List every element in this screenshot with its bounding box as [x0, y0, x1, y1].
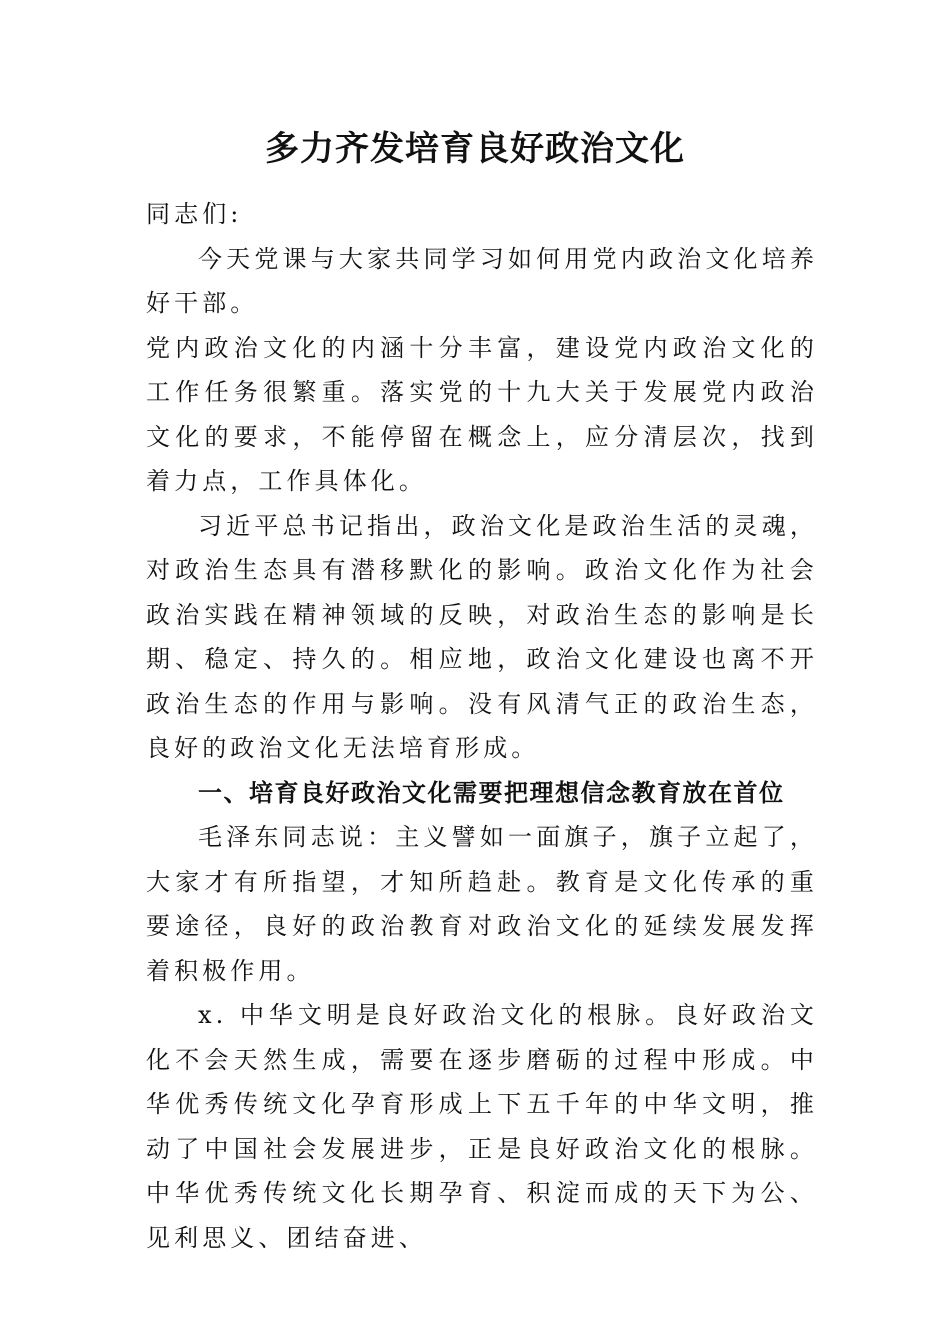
salutation: 同志们: — [146, 200, 243, 228]
paragraph-chinese-civilization: x. 中华文明是良好政治文化的根脉。良好政治文化不会天然生成，需要在逐步磨砺的过程中形成。中华优秀传统文化孕育形成上下五千年的中华文明，推动了中国社会发展进步，正是良好政治文化的根脉。中华优秀传统文化长期孕育、积淀而成的天下为公、见利思义、团结奋进、 — [146, 1001, 818, 1252]
section-heading-1: 一、培育良好政治文化需要把理想信念教育放在首位 — [198, 778, 785, 807]
paragraph-mao-quote: 毛泽东同志说：主义譬如一面旗子，旗子立起了，大家才有所指望，才知所趋赴。教育是文化传承的重要途径，良好的政治教育对政治文化的延续发展发挥着积极作用。 — [146, 823, 818, 985]
document-title: 多力齐发培育良好政治文化 — [265, 129, 685, 169]
document-body — [146, 192, 818, 1260]
paragraph-connotation: 党内政治文化的内涵十分丰富，建设党内政治文化的工作任务很繁重。落实党的十九大关于发展党内政治文化的要求，不能停留在概念上，应分清层次，找到着力点，工作具体化。 — [146, 333, 818, 495]
paragraph-xi-quote: 习近平总书记指出，政治文化是政治生活的灵魂，对政治生态具有潜移默化的影响。政治文化作为社会政治实践在精神领域的反映，对政治生态的影响是长期、稳定、持久的。相应地，政治文化建设也离不开政治生态的作用与影响。没有风清气正的政治生态，良好的政治文化无法培育形成。 — [146, 511, 818, 762]
paragraph-intro: 今天党课与大家共同学习如何用党内政治文化培养好干部。 — [146, 244, 818, 317]
